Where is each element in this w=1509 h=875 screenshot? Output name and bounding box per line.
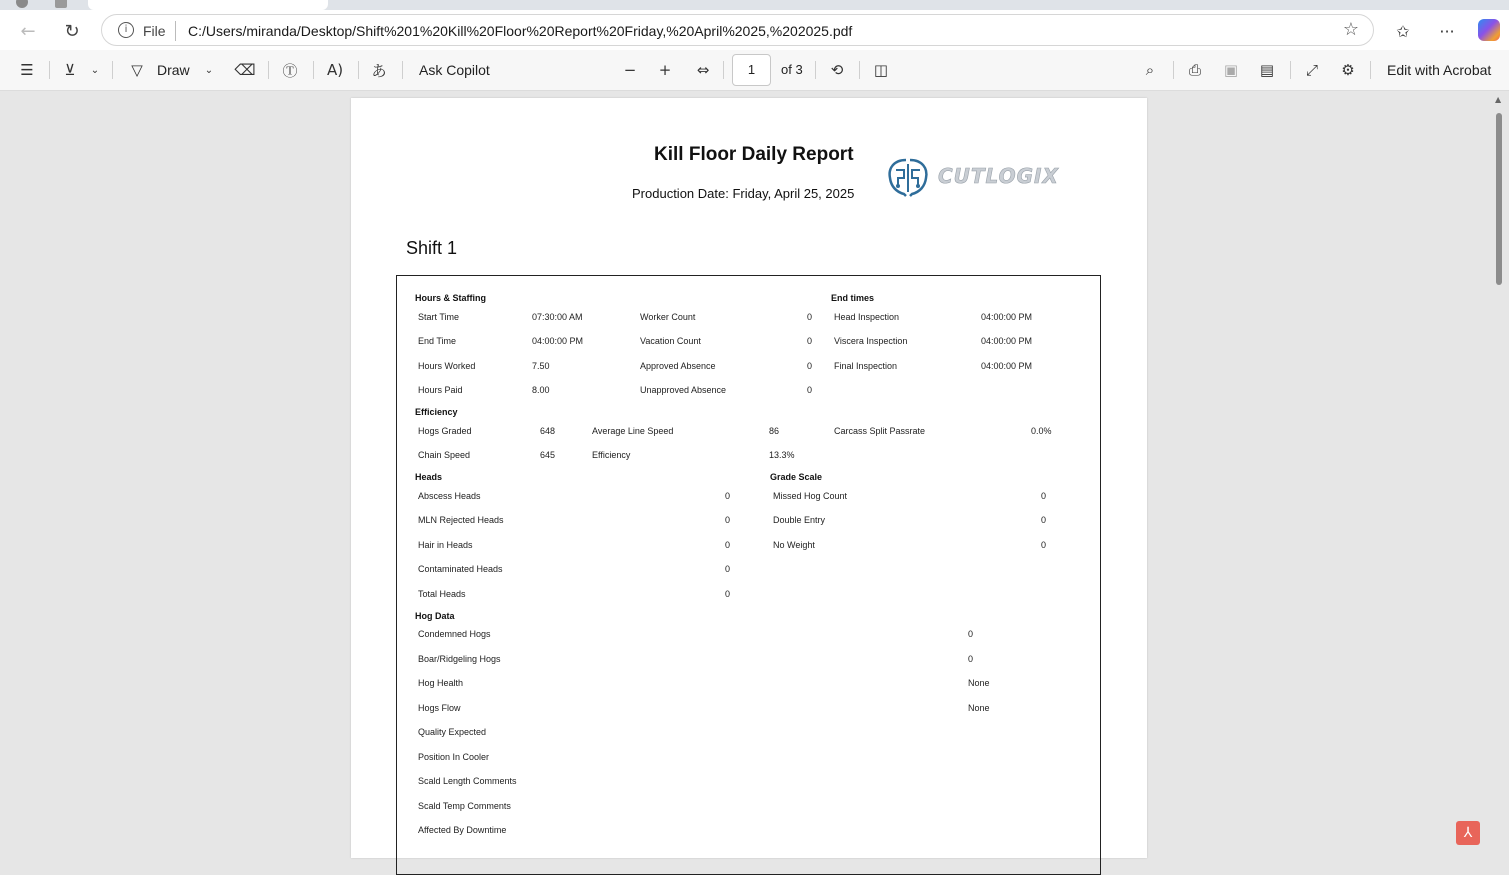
field-label: Hogs Flow bbox=[418, 703, 461, 713]
pdf-toolbar bbox=[0, 50, 1509, 91]
draw-icon[interactable]: ▽ bbox=[131, 61, 143, 79]
field-label: Condemned Hogs bbox=[418, 629, 491, 639]
favorite-star-icon[interactable]: ☆ bbox=[1342, 19, 1359, 40]
field-value: 07:30:00 AM bbox=[532, 312, 583, 322]
field-value: 04:00:00 PM bbox=[532, 336, 584, 346]
field-value: 13.3% bbox=[769, 450, 795, 460]
address-bar[interactable] bbox=[101, 14, 1374, 46]
draw-button[interactable]: Draw bbox=[157, 62, 190, 78]
vertical-scrollbar[interactable] bbox=[1494, 91, 1504, 845]
search-icon[interactable]: ⌕ bbox=[1145, 61, 1155, 79]
divider bbox=[313, 61, 314, 79]
field-label: Hog Health bbox=[418, 678, 464, 688]
field-value: 0 bbox=[807, 385, 813, 395]
field-label: Quality Expected bbox=[418, 727, 487, 737]
save-icon[interactable]: ▣ bbox=[1223, 61, 1239, 79]
divider bbox=[402, 61, 403, 79]
field-label: Carcass Split Passrate bbox=[834, 426, 926, 436]
field-label: Approved Absence bbox=[640, 361, 716, 371]
field-value: 8.00 bbox=[532, 385, 550, 395]
field-label: Position In Cooler bbox=[418, 752, 490, 762]
field-value: None bbox=[968, 703, 990, 713]
tab-strip bbox=[0, 0, 1509, 10]
field-value: 04:00:00 PM bbox=[981, 336, 1033, 346]
refresh-button[interactable]: ↻ bbox=[64, 20, 80, 42]
acrobat-icon[interactable]: ⅄ bbox=[1456, 821, 1480, 845]
info-icon[interactable]: i bbox=[118, 22, 134, 38]
field-label: Affected By Downtime bbox=[418, 825, 507, 835]
field-label: Chain Speed bbox=[418, 450, 471, 460]
shift-title: Shift 1 bbox=[406, 238, 458, 258]
divider bbox=[358, 61, 359, 79]
settings-gear-icon[interactable]: ⚙ bbox=[1341, 61, 1355, 79]
copilot-icon[interactable] bbox=[1478, 19, 1500, 41]
field-value: 0.0% bbox=[1031, 426, 1052, 436]
url-text[interactable]: C:/Users/miranda/Desktop/Shift%201%20Kill%20Floor%20Report%20Friday,%20April%2025,%202025.pdf bbox=[188, 23, 853, 39]
field-label: Unapproved Absence bbox=[640, 385, 727, 395]
field-label: Viscera Inspection bbox=[834, 336, 908, 346]
address-bar-row bbox=[0, 10, 1509, 50]
page-count: of 3 bbox=[781, 62, 803, 77]
field-label: Total Heads bbox=[418, 589, 466, 599]
field-label: Final Inspection bbox=[834, 361, 898, 371]
scrollbar-thumb[interactable] bbox=[1496, 113, 1502, 285]
more-options-icon[interactable]: ··· bbox=[1439, 21, 1455, 41]
section-heading: Grade Scale bbox=[770, 472, 823, 482]
contents-icon[interactable]: ☰ bbox=[20, 61, 34, 79]
field-label: Worker Count bbox=[640, 312, 696, 322]
fit-to-width-icon[interactable]: ⇔ bbox=[696, 61, 710, 79]
divider bbox=[112, 61, 113, 79]
field-label: Hair in Heads bbox=[418, 540, 473, 550]
logo-mark-icon bbox=[886, 156, 930, 200]
field-value: 0 bbox=[725, 589, 731, 599]
field-value: 0 bbox=[1041, 540, 1047, 550]
chevron-down-icon[interactable]: ⌄ bbox=[204, 64, 214, 76]
divider bbox=[1290, 61, 1291, 79]
field-label: Efficiency bbox=[592, 450, 631, 460]
eraser-icon[interactable]: ⌫ bbox=[234, 61, 256, 79]
window-control-icon[interactable] bbox=[16, 0, 28, 8]
field-value: 04:00:00 PM bbox=[981, 361, 1033, 371]
field-value: 0 bbox=[725, 491, 731, 501]
zoom-out-icon[interactable]: − bbox=[623, 61, 637, 79]
section-heading: End times bbox=[831, 293, 875, 303]
address-scheme: File bbox=[143, 23, 166, 39]
field-label: Abscess Heads bbox=[418, 491, 481, 501]
divider bbox=[268, 61, 269, 79]
field-value: 645 bbox=[540, 450, 556, 460]
field-value: 04:00:00 PM bbox=[981, 312, 1033, 322]
divider bbox=[815, 61, 816, 79]
page-view-icon[interactable]: ◫ bbox=[873, 61, 889, 79]
shift-report-table bbox=[396, 275, 1101, 875]
section-heading: Efficiency bbox=[415, 407, 458, 417]
field-label: Hogs Graded bbox=[418, 426, 472, 436]
fullscreen-icon[interactable]: ⤢ bbox=[1305, 61, 1318, 79]
field-value: None bbox=[968, 678, 990, 688]
field-label: Scald Temp Comments bbox=[418, 801, 511, 811]
divider bbox=[723, 61, 724, 79]
chevron-down-icon[interactable]: ⌄ bbox=[90, 64, 100, 76]
report-title: Kill Floor Daily Report bbox=[654, 144, 854, 165]
field-label: End Time bbox=[418, 336, 457, 346]
divider bbox=[49, 61, 50, 79]
field-value: 648 bbox=[540, 426, 556, 436]
divider bbox=[175, 21, 176, 41]
edit-with-acrobat-button[interactable]: Edit with Acrobat bbox=[1387, 62, 1492, 78]
page-number-input[interactable]: 1 bbox=[732, 54, 771, 86]
workspaces-icon[interactable] bbox=[55, 0, 67, 8]
field-label: Hours Worked bbox=[418, 361, 476, 371]
active-tab[interactable] bbox=[88, 0, 328, 10]
divider bbox=[859, 61, 860, 79]
field-label: Average Line Speed bbox=[592, 426, 674, 436]
field-value: 0 bbox=[807, 312, 813, 322]
field-label: Scald Length Comments bbox=[418, 776, 517, 786]
field-value: 0 bbox=[725, 564, 731, 574]
field-label: Boar/Ridgeling Hogs bbox=[418, 654, 501, 664]
divider bbox=[1173, 61, 1174, 79]
field-label: MLN Rejected Heads bbox=[418, 515, 504, 525]
pdf-page bbox=[351, 98, 1147, 858]
print-icon[interactable]: ⎙ bbox=[1188, 61, 1201, 79]
ask-copilot-button[interactable]: Ask Copilot bbox=[419, 62, 490, 78]
field-label: Start Time bbox=[418, 312, 460, 322]
divider bbox=[1370, 61, 1371, 79]
scroll-up-icon[interactable]: ▲ bbox=[1495, 95, 1502, 104]
highlight-icon[interactable]: ⊻ bbox=[64, 61, 76, 79]
field-label: Hours Paid bbox=[418, 385, 463, 395]
field-value: 86 bbox=[769, 426, 780, 436]
field-value: 0 bbox=[1041, 515, 1047, 525]
section-heading: Hog Data bbox=[415, 611, 455, 621]
field-label: Vacation Count bbox=[640, 336, 701, 346]
field-value: 0 bbox=[1041, 491, 1047, 501]
field-value: 7.50 bbox=[532, 361, 550, 371]
production-date: Production Date: Friday, April 25, 2025 bbox=[632, 186, 855, 201]
field-value: 0 bbox=[807, 336, 813, 346]
read-aloud-icon[interactable]: A) bbox=[326, 61, 344, 79]
section-heading: Hours & Staffing bbox=[415, 293, 486, 303]
logo-wordmark: CUTLOGIX bbox=[938, 164, 1059, 188]
zoom-in-icon[interactable]: + bbox=[658, 61, 672, 79]
field-value: 0 bbox=[807, 361, 813, 371]
field-label: Double Entry bbox=[773, 515, 826, 525]
field-label: Contaminated Heads bbox=[418, 564, 503, 574]
field-label: No Weight bbox=[773, 540, 815, 550]
field-value: 0 bbox=[968, 629, 974, 639]
translate-icon[interactable]: あ bbox=[371, 61, 387, 80]
field-value: 0 bbox=[725, 515, 731, 525]
section-heading: Heads bbox=[415, 472, 443, 482]
favorites-icon[interactable]: ✩ bbox=[1396, 21, 1410, 41]
back-button[interactable]: ← bbox=[20, 20, 36, 42]
field-value: 0 bbox=[725, 540, 731, 550]
cutlogix-logo bbox=[886, 156, 1071, 200]
rotate-icon[interactable]: ⟲ bbox=[830, 61, 844, 79]
field-label: Head Inspection bbox=[834, 312, 900, 322]
save-as-icon[interactable]: ▤ bbox=[1259, 61, 1275, 79]
text-box-icon[interactable]: Ⓣ bbox=[282, 61, 298, 80]
field-label: Missed Hog Count bbox=[773, 491, 848, 501]
field-value: 0 bbox=[968, 654, 974, 664]
